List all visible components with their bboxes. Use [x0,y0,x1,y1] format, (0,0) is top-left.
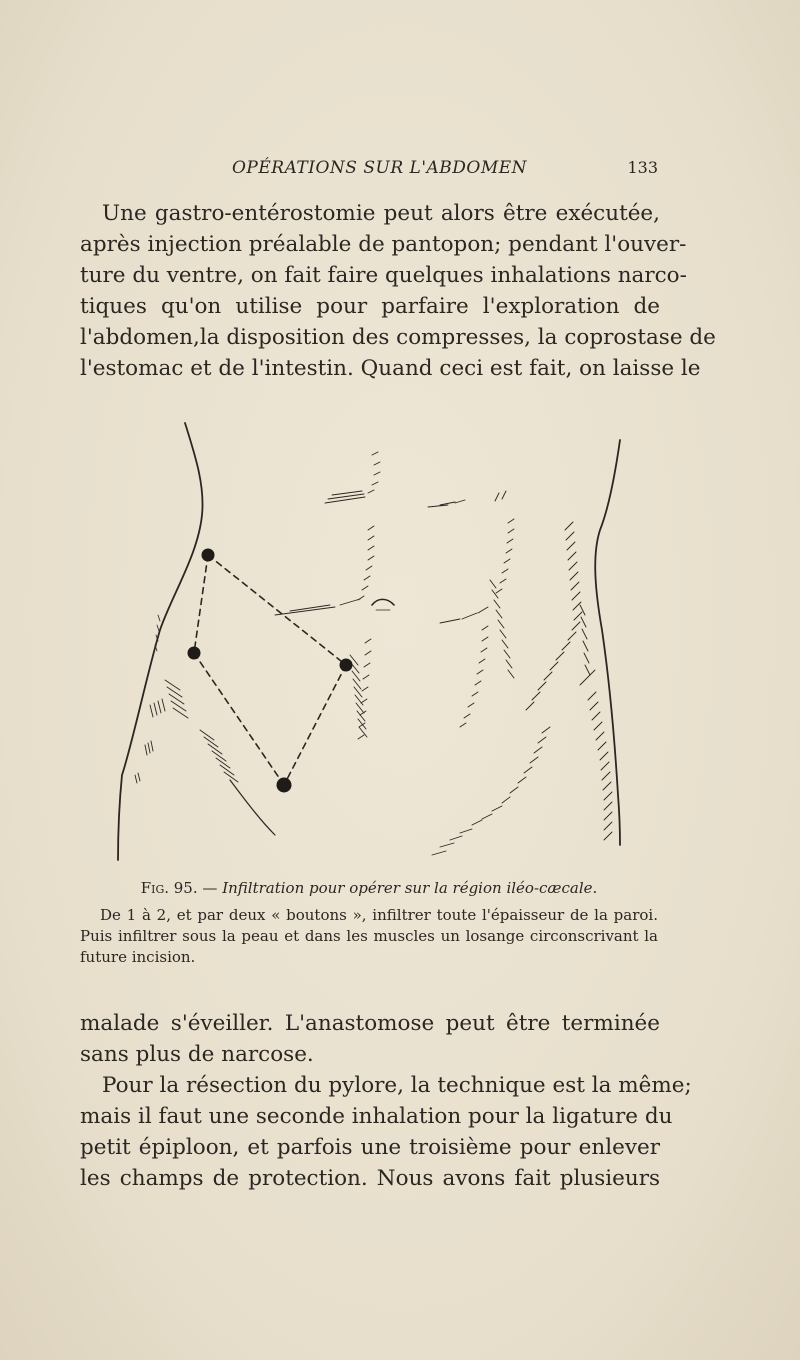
text-line: Une gastro-entérostomie peut alors être exécutée, [102,201,660,226]
text-line: après injection préalable de pantopon; pendant l'ouver- [80,232,687,257]
paragraph-top [80,198,716,384]
paragraph-continued [80,1008,660,1070]
page-number: 133 [627,158,658,177]
text-line: Pour la résection du pylore, la technique est la même; [102,1073,692,1098]
text-line: mais il faut une seconde inhalation pour la ligature du [80,1104,673,1129]
figure-caption-body [80,905,658,968]
caption-line: De 1 à 2, et par deux « boutons », infiltrer toute l'épaisseur de la paroi. [100,906,658,924]
figure-description: Infiltration pour opérer sur la région iléo-cæcale. [222,879,598,897]
text-line: ture du ventre, on fait faire quelques inhalations narco- [80,263,687,288]
text-line: l'abdomen,la disposition des compresses, la coprostase de [80,325,716,350]
text-line: petit épiploon, et parfois une troisième pour enlever [80,1135,660,1160]
paragraph-pylorus [80,1070,692,1194]
page-header [80,158,658,188]
running-title: OPÉRATIONS SUR L'ABDOMEN [232,158,528,178]
abdomen-illustration [110,415,630,875]
figure-label: Fig. 95. [140,879,198,897]
text-line: tiques qu'on utilise pour parfaire l'exploration de [80,294,660,319]
text-line: sans plus de narcose. [80,1042,314,1067]
caption-line: Puis infiltrer sous la peau et dans les muscles un losange circonscrivant la [80,927,658,945]
caption-line: future incision. [80,948,196,966]
text-line: les champs de protection. Nous avons fait plusieurs [80,1166,660,1191]
figure-dash: — [202,879,218,897]
text-line: l'estomac et de l'intestin. Quand ceci est fait, on laisse le [80,356,701,381]
text-line: malade s'éveiller. L'anastomose peut être terminée [80,1011,660,1036]
figure-caption [80,878,658,968]
figure-title [80,878,658,899]
